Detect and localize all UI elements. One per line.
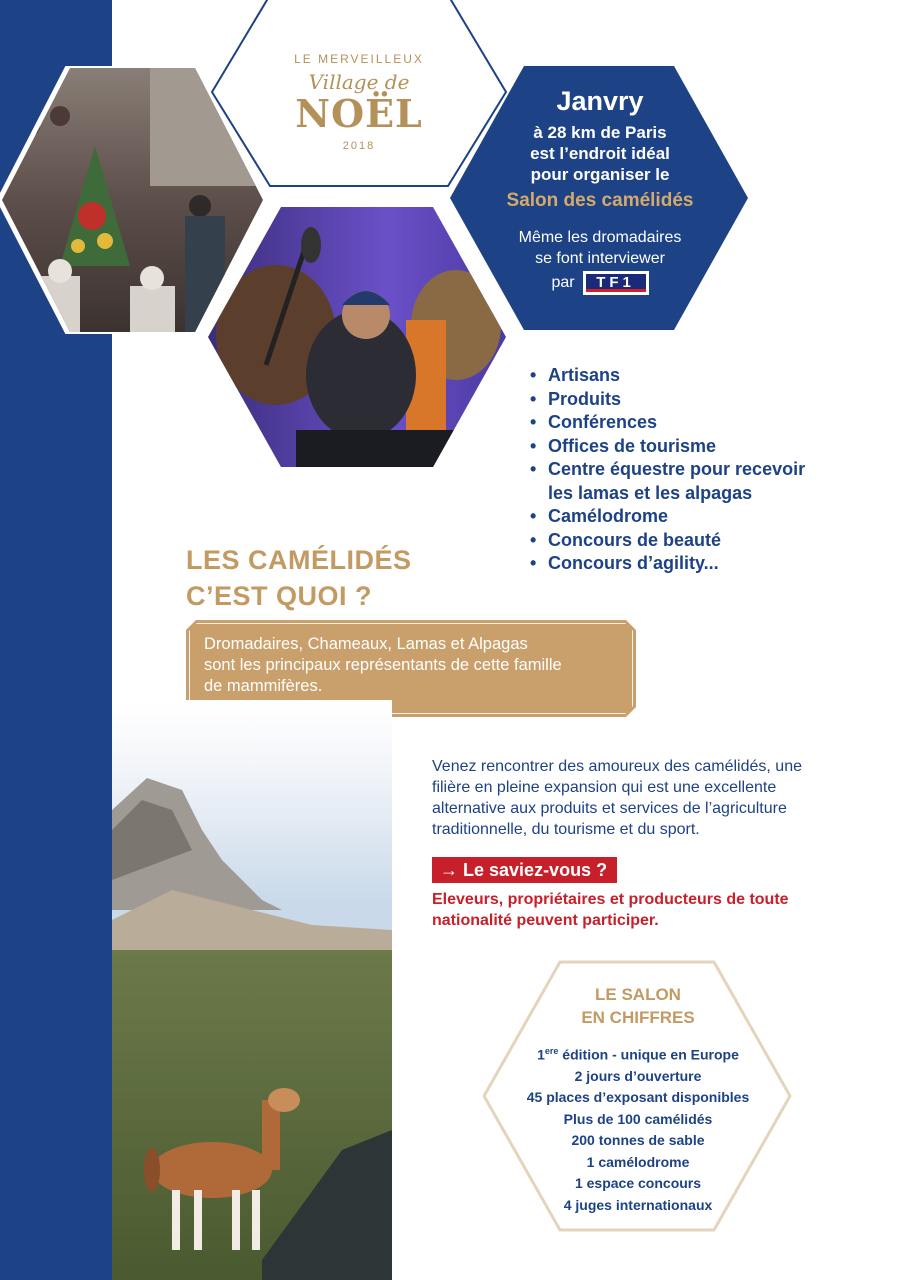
stats-item: 1 camélodrome <box>586 1153 690 1170</box>
list-item: • Artisans <box>528 364 868 388</box>
feature-list <box>528 364 868 576</box>
stats-panel <box>500 983 776 1216</box>
info-note-line-2: se font interviewer <box>535 250 665 267</box>
did-you-know-label: Le saviez-vous ? <box>463 860 608 880</box>
stats-item: 1ere édition - unique en Europe <box>537 1046 739 1063</box>
description-paragraph: Venez rencontrer des amoureux des camélidés, une filière en pleine expansion qui est une excellente alternative aux produits et services de l’agriculture traditionnelle, du tourisme et du sport. <box>432 758 802 838</box>
bullet-icon: • <box>530 365 537 385</box>
town-title: Janvry <box>556 86 644 116</box>
list-item: • Concours de beauté <box>528 529 868 553</box>
info-line-1: à 28 km de Paris <box>533 123 667 142</box>
bullet-icon: • <box>530 459 537 479</box>
list-item: • Conférences <box>528 411 868 435</box>
list-item: • Produits <box>528 388 868 412</box>
info-line-3: pour organiser le <box>530 165 670 184</box>
definition-text: Dromadaires, Chameaux, Lamas et Alpagas sont les principaux représentants de cette famille de mammifères. <box>204 635 562 695</box>
did-you-know-text: Eleveurs, propriétaires et producteurs de toute nationalité peuvent participer. <box>432 891 789 929</box>
logo-tagline: LE MERVEILLEUX <box>294 52 424 66</box>
bullet-icon: • <box>530 388 537 409</box>
bullet-icon: • <box>530 529 537 550</box>
salon-name: Salon des camélidés <box>506 190 694 211</box>
info-panel <box>478 84 722 295</box>
stats-item: 45 places d’exposant disponibles <box>526 1089 750 1106</box>
bullet-icon: • <box>530 435 537 456</box>
stats-title: LE SALON EN CHIFFRES <box>581 985 695 1027</box>
did-you-know-tag <box>432 857 617 883</box>
info-note-par: par <box>551 274 575 292</box>
info-line-2: est l’endroit idéal <box>530 144 670 163</box>
stats-item: 2 jours d’ouverture <box>574 1068 702 1085</box>
list-item: • Camélodrome <box>528 505 868 529</box>
village-noel-logo <box>290 36 428 176</box>
arrow-right-icon: → <box>440 860 458 880</box>
list-item-continuation: les lamas et les alpagas <box>548 482 753 503</box>
stats-item: Plus de 100 camélidés <box>563 1110 713 1127</box>
list-item: • Concours d’agility... <box>528 552 868 576</box>
info-note-line-3 <box>478 271 722 295</box>
list-item: • Centre équestre pour recevoir <box>528 458 868 482</box>
tf1-logo <box>583 271 649 295</box>
info-note-line-1: Même les dromadaires <box>518 229 682 246</box>
stats-item: 1 espace concours <box>574 1175 702 1192</box>
bullet-icon: • <box>530 553 537 573</box>
list-item: • Offices de tourisme <box>528 435 868 459</box>
tf1-logo-text: TF1 <box>586 274 646 292</box>
bullet-icon: • <box>530 506 537 526</box>
bullet-icon: • <box>530 412 537 432</box>
camelids-question-heading: LES CAMÉLIDÉS C’EST QUOI ? <box>186 545 412 611</box>
llama-landscape-photo <box>112 700 392 1280</box>
logo-year: 2018 <box>342 140 376 152</box>
stats-item: 4 juges internationaux <box>563 1196 713 1213</box>
stats-item: 200 tonnes de sable <box>571 1132 705 1149</box>
stats-list <box>500 1041 776 1216</box>
logo-noel-text: NOËL <box>295 91 423 136</box>
logo-village-text: Village de <box>308 70 410 94</box>
